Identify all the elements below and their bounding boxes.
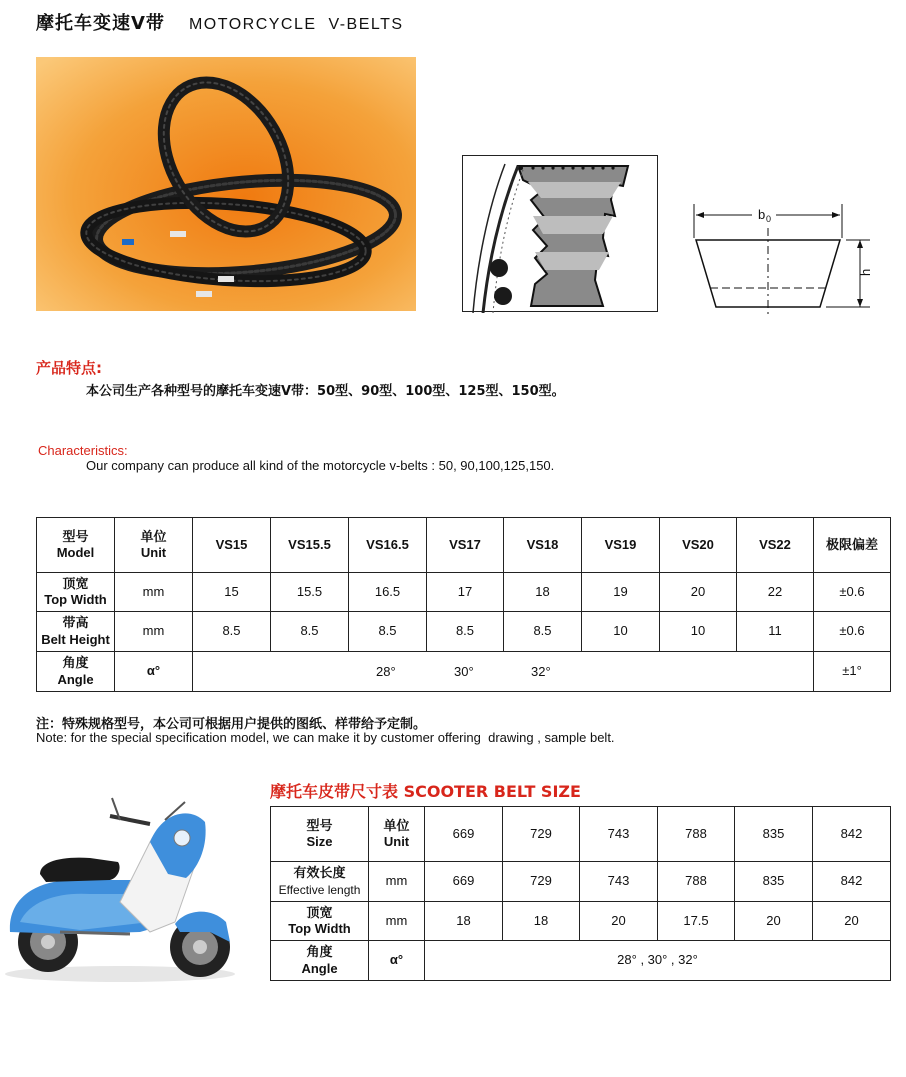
row-label: 有效长度 Effective length	[271, 862, 369, 902]
model-cell: VS16.5	[349, 518, 427, 573]
model-cell: VS18	[504, 518, 582, 573]
table-row	[271, 902, 891, 941]
unit-cell: mm	[115, 612, 193, 652]
v-belt-product-photo	[36, 57, 416, 311]
row-label: 角度 Angle	[37, 652, 115, 692]
value-cell: 10	[582, 612, 660, 652]
value-cell: 18	[425, 902, 503, 941]
model-cell: VS19	[582, 518, 660, 573]
angle-values-cell	[193, 652, 814, 692]
features-text: 本公司生产各种型号的摩托车变速V带：50型、90型、100型、125型、150型。	[86, 384, 565, 399]
tolerance-cell: ±0.6	[814, 573, 891, 612]
tolerance-cell: ±0.6	[814, 612, 891, 652]
value-cell: 20	[660, 573, 737, 612]
unit-header: 单位 Unit	[369, 807, 425, 862]
size-cell: 669	[425, 807, 503, 862]
b0-subscript: 0	[766, 214, 772, 224]
value-cell: 16.5	[349, 573, 427, 612]
value-cell: 788	[658, 862, 735, 902]
table-row	[37, 518, 891, 573]
value-cell: 15.5	[271, 573, 349, 612]
value-cell: 11	[737, 612, 814, 652]
row-label: 角度 Angle	[271, 941, 369, 981]
value-cell: 20	[813, 902, 891, 941]
angle-value: 30°	[454, 664, 474, 679]
table-row	[271, 862, 891, 902]
model-cell: VS17	[427, 518, 504, 573]
value-cell: 17.5	[658, 902, 735, 941]
size-cell: 729	[503, 807, 580, 862]
value-cell: 20	[735, 902, 813, 941]
belt-dimension-diagram	[680, 200, 880, 315]
page-title	[36, 9, 404, 35]
row-label: 带高 Belt Height	[37, 612, 115, 652]
unit-header: 单位 Unit	[115, 518, 193, 573]
belt-profile-diagram	[462, 155, 658, 312]
value-cell: 8.5	[427, 612, 504, 652]
value-cell: 17	[427, 573, 504, 612]
value-cell: 8.5	[349, 612, 427, 652]
angle-value-cell: 28° , 30° , 32°	[425, 941, 891, 981]
scooter-belt-size-table	[270, 806, 891, 981]
size-cell: 835	[735, 807, 813, 862]
note-chinese: 注：特殊规格型号，本公司可根据用户提供的图纸、样带给予定制。	[36, 717, 427, 732]
value-cell: 22	[737, 573, 814, 612]
unit-cell: mm	[115, 573, 193, 612]
size-header: 型号 Size	[271, 807, 369, 862]
size-cell: 743	[580, 807, 658, 862]
model-cell: VS20	[660, 518, 737, 573]
value-cell: 19	[582, 573, 660, 612]
value-cell: 842	[813, 862, 891, 902]
scooter-image	[0, 782, 250, 992]
model-cell: VS15	[193, 518, 271, 573]
title-english: MOTORCYCLE V-BELTS	[188, 16, 404, 33]
row-label: 顶宽 Top Width	[271, 902, 369, 941]
value-cell: 669	[425, 862, 503, 902]
value-cell: 10	[660, 612, 737, 652]
angle-value: 28°	[376, 664, 396, 679]
model-header: 型号 Model	[37, 518, 115, 573]
value-cell: 835	[735, 862, 813, 902]
table-row	[37, 573, 891, 612]
tolerance-header: 极限偏差	[814, 518, 891, 573]
value-cell: 15	[193, 573, 271, 612]
b0-label: b	[758, 207, 766, 222]
value-cell: 729	[503, 862, 580, 902]
value-cell: 20	[580, 902, 658, 941]
value-cell: 18	[503, 902, 580, 941]
note-english: Note: for the special specification model, we can make it by customer offering drawing , sample belt.	[36, 730, 615, 745]
angle-value: 32°	[531, 664, 551, 679]
size-cell: 788	[658, 807, 735, 862]
size-cell: 842	[813, 807, 891, 862]
model-cell: VS22	[737, 518, 814, 573]
title-chinese: 摩托车变速V带	[36, 13, 165, 34]
characteristics-title: Characteristics:	[38, 443, 128, 458]
tolerance-cell: ±1°	[814, 652, 891, 692]
table-row	[271, 807, 891, 862]
features-title: 产品特点:	[36, 359, 102, 377]
model-cell: VS15.5	[271, 518, 349, 573]
unit-cell: α°	[115, 652, 193, 692]
unit-cell: mm	[369, 862, 425, 902]
v-belt-spec-table	[36, 517, 891, 692]
h-label: h	[858, 268, 873, 276]
characteristics-text: Our company can produce all kind of the motorcycle v-belts : 50, 90,100,125,150.	[86, 458, 555, 473]
value-cell: 18	[504, 573, 582, 612]
table-row	[37, 652, 891, 692]
row-label: 顶宽 Top Width	[37, 573, 115, 612]
unit-cell: α°	[369, 941, 425, 981]
scooter-belt-title: 摩托车皮带尺寸表 SCOOTER BELT SIZE	[270, 782, 581, 801]
value-cell: 743	[580, 862, 658, 902]
value-cell: 8.5	[193, 612, 271, 652]
value-cell: 8.5	[271, 612, 349, 652]
unit-cell: mm	[369, 902, 425, 941]
table-row	[37, 612, 891, 652]
value-cell: 8.5	[504, 612, 582, 652]
table-row	[271, 941, 891, 981]
